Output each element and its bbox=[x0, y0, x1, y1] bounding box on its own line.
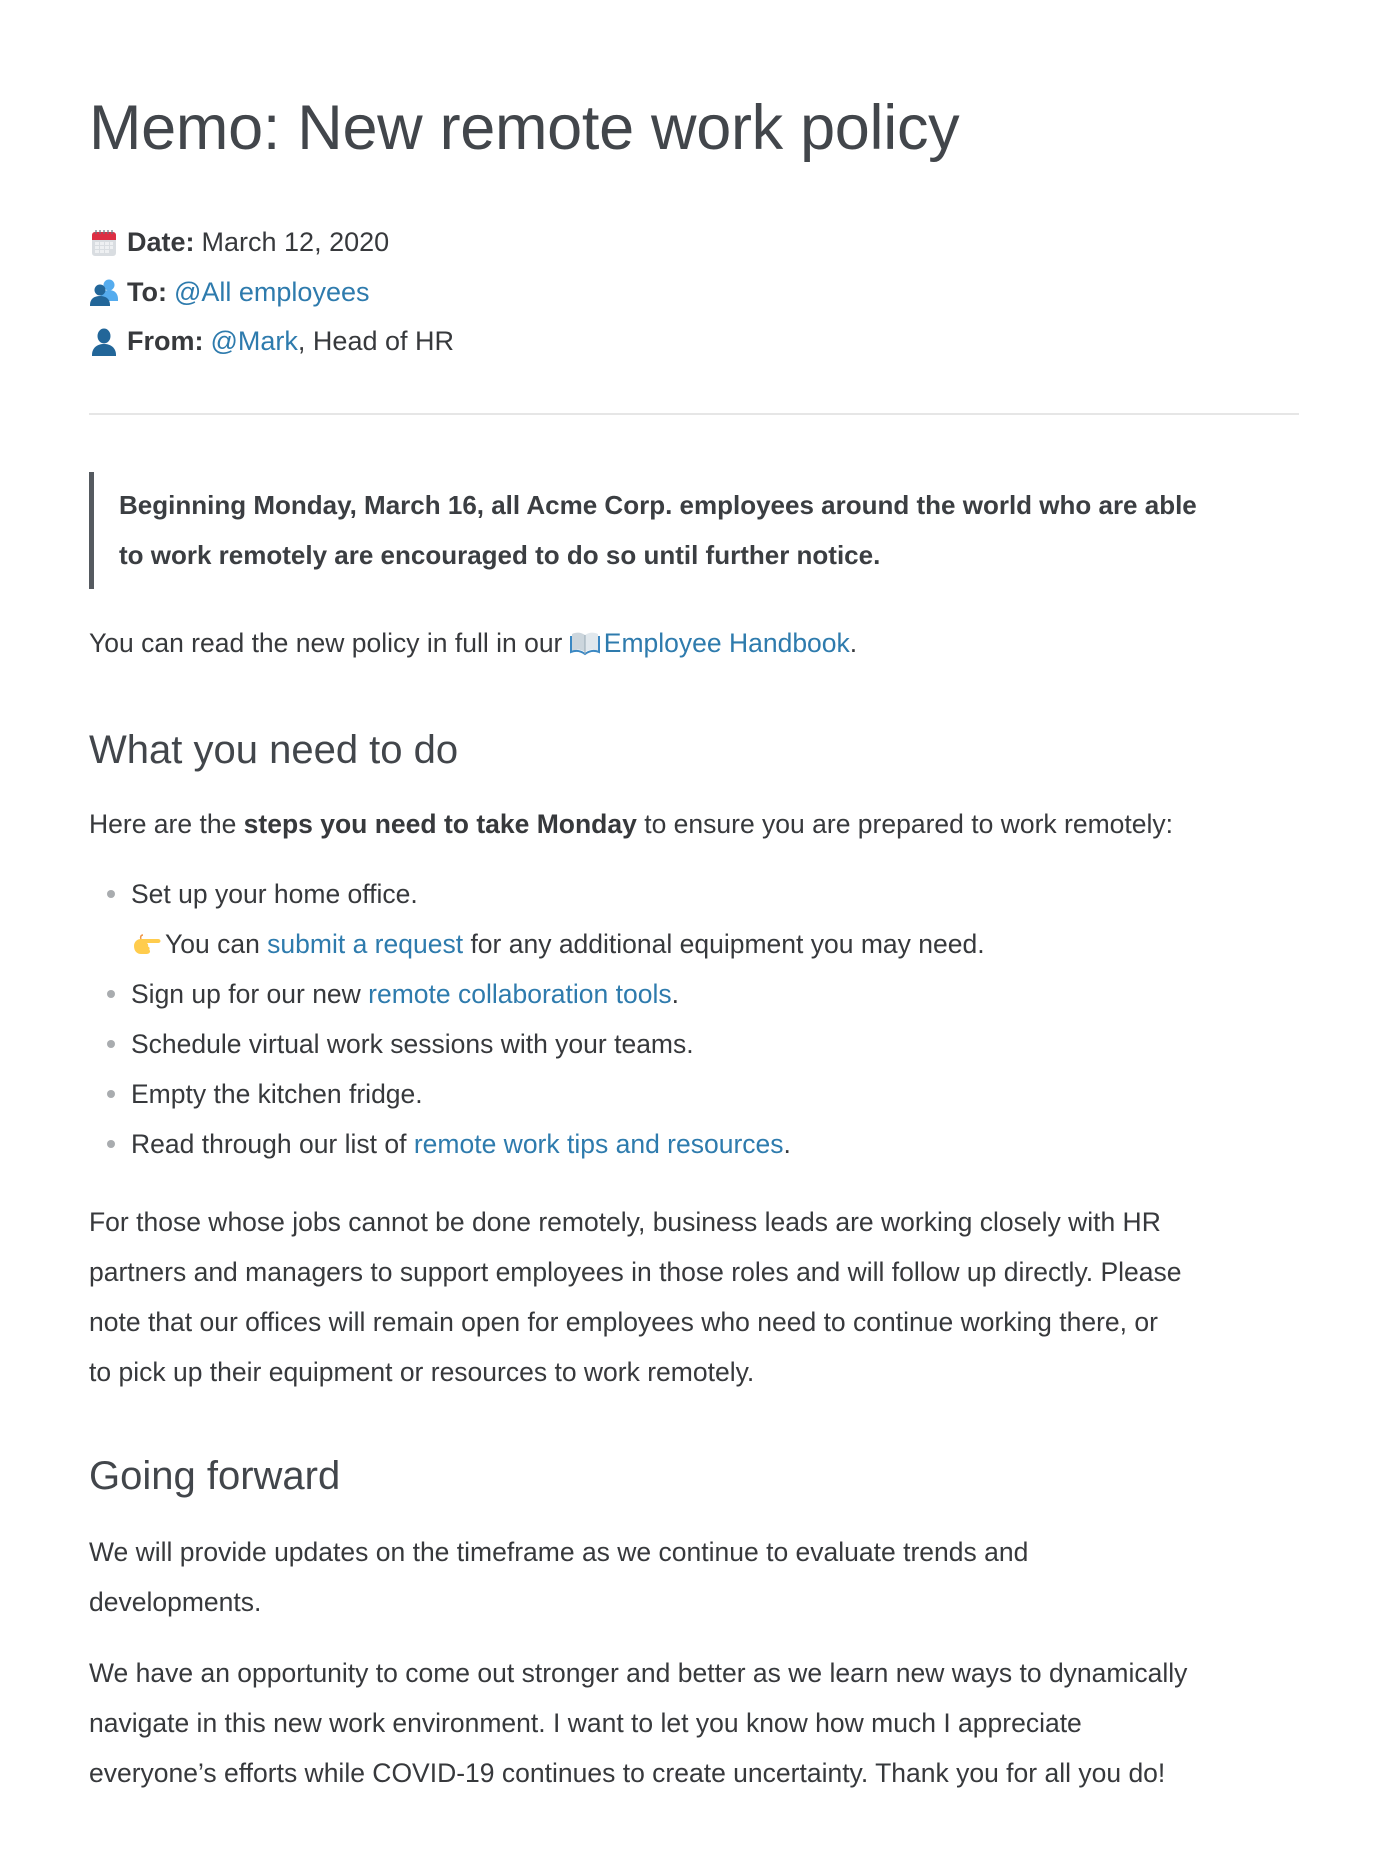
paragraph-line: note that our offices will remain open for employees who need to continue working there, or bbox=[89, 1307, 1158, 1337]
steps-list bbox=[89, 869, 985, 1169]
bullet-icon bbox=[107, 1040, 115, 1048]
section-heading-going-forward: Going forward bbox=[89, 1454, 341, 1498]
section-heading-what-to-do: What you need to do bbox=[89, 728, 459, 772]
updates-paragraph bbox=[89, 1527, 1028, 1627]
list-item bbox=[89, 1069, 985, 1119]
divider bbox=[89, 413, 1299, 415]
steps-intro-prefix: Here are the bbox=[89, 809, 244, 839]
callout-quote bbox=[89, 472, 1300, 589]
to-label: To: bbox=[127, 276, 167, 307]
step-text: Schedule virtual work sessions with your teams. bbox=[131, 1029, 694, 1059]
bullet-icon bbox=[107, 990, 115, 998]
list-item bbox=[89, 969, 985, 1019]
date-value: March 12, 2020 bbox=[201, 227, 390, 257]
list-item bbox=[89, 869, 985, 919]
meta-from bbox=[89, 317, 454, 367]
paragraph-line: For those whose jobs cannot be done remotely, business leads are working closely with HR bbox=[89, 1207, 1161, 1237]
paragraph-line: partners and managers to support employees in those roles and will follow up directly. Please bbox=[89, 1257, 1182, 1287]
open-book-icon bbox=[570, 627, 600, 657]
closing-paragraph bbox=[89, 1648, 1187, 1798]
meta-date bbox=[89, 218, 454, 268]
handbook-suffix: . bbox=[849, 628, 858, 658]
remote-work-tips-link[interactable]: remote work tips and resources bbox=[413, 1129, 784, 1159]
callout-line-1: Beginning Monday, March 16, all Acme Corp. employees around the world who are able bbox=[119, 490, 1197, 520]
step-prefix: Sign up for our new bbox=[131, 979, 369, 1009]
calendar-icon bbox=[89, 228, 119, 258]
employee-handbook-link[interactable]: Employee Handbook bbox=[603, 628, 850, 658]
note-prefix: You can bbox=[165, 929, 268, 959]
list-item-note bbox=[89, 919, 985, 969]
step-prefix: Read through our list of bbox=[131, 1129, 414, 1159]
paragraph-line: We will provide updates on the timeframe as we continue to evaluate trends and bbox=[89, 1537, 1029, 1567]
steps-intro bbox=[89, 799, 1173, 849]
meta-to bbox=[89, 268, 454, 318]
from-title: , Head of HR bbox=[297, 326, 454, 356]
from-label: From: bbox=[127, 326, 204, 356]
step-text: Empty the kitchen fridge. bbox=[131, 1079, 423, 1109]
bullet-icon bbox=[107, 1090, 115, 1098]
list-item bbox=[89, 1019, 985, 1069]
paragraph-line: navigate in this new work environment. I want to let you know how much I appreciate bbox=[89, 1708, 1082, 1738]
step-suffix: . bbox=[783, 1129, 791, 1159]
steps-intro-suffix: to ensure you are prepared to work remotely: bbox=[636, 809, 1174, 839]
date-label: Date: bbox=[127, 227, 195, 257]
non-remote-paragraph bbox=[89, 1197, 1181, 1397]
step-suffix: . bbox=[671, 979, 679, 1009]
pointing-hand-icon bbox=[131, 929, 161, 959]
paragraph-line: We have an opportunity to come out stronger and better as we learn new ways to dynamically bbox=[89, 1658, 1188, 1688]
bullet-icon bbox=[107, 1140, 115, 1148]
person-icon bbox=[89, 327, 119, 357]
bullet-icon bbox=[107, 890, 115, 898]
handbook-prefix: You can read the new policy in full in our bbox=[89, 628, 563, 658]
mention-mark[interactable]: @Mark bbox=[210, 326, 298, 356]
paragraph-line: everyone’s efforts while COVID-19 continues to create uncertainty. Thank you for all you do! bbox=[89, 1758, 1166, 1788]
remote-collaboration-tools-link[interactable]: remote collaboration tools bbox=[368, 979, 672, 1009]
page-title: Memo: New remote work policy bbox=[89, 93, 960, 163]
step-text: Set up your home office. bbox=[131, 879, 418, 909]
memo-meta bbox=[89, 218, 454, 367]
handbook-paragraph bbox=[89, 618, 857, 668]
people-icon bbox=[89, 277, 119, 307]
note-suffix: for any additional equipment you may need. bbox=[463, 929, 985, 959]
list-item bbox=[89, 1119, 985, 1169]
callout-line-2: to work remotely are encouraged to do so until further notice. bbox=[119, 540, 881, 570]
steps-intro-bold: steps you need to take Monday bbox=[243, 809, 637, 839]
submit-request-link[interactable]: submit a request bbox=[267, 929, 464, 959]
paragraph-line: to pick up their equipment or resources to work remotely. bbox=[89, 1357, 755, 1387]
mention-all-employees[interactable]: @All employees bbox=[173, 276, 370, 307]
paragraph-line: developments. bbox=[89, 1587, 262, 1617]
